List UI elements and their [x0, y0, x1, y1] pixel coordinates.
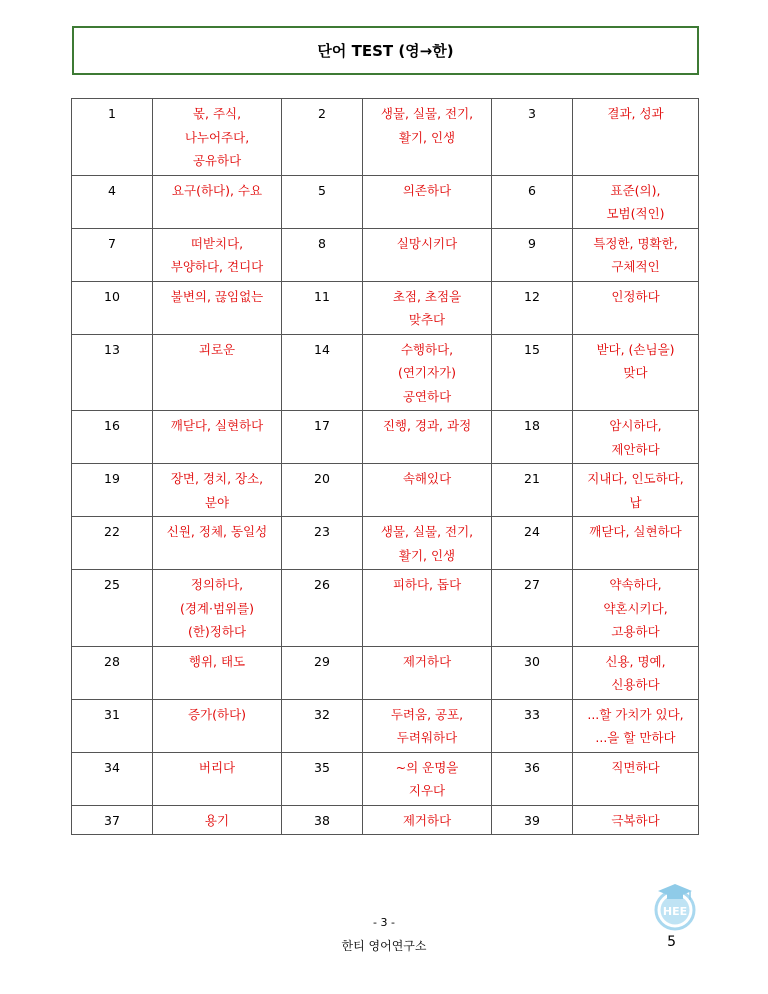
item-answer — [153, 464, 282, 517]
item-answer — [153, 805, 282, 835]
item-answer — [153, 228, 282, 281]
item-number: 25 — [72, 570, 153, 647]
answer-line: 신용하다 — [611, 677, 660, 692]
answer-line: 생물, 실물, 전기, — [380, 524, 474, 539]
answer-line: 버리다 — [198, 759, 236, 775]
item-number: 35 — [282, 752, 363, 805]
answer-line: 진행, 경과, 과정 — [382, 418, 472, 433]
item-answer — [153, 334, 282, 411]
item-number: 22 — [72, 517, 153, 570]
item-answer — [153, 752, 282, 805]
item-number: 13 — [72, 334, 153, 411]
item-number: 7 — [72, 228, 153, 281]
item-number: 28 — [72, 646, 153, 699]
item-number: 10 — [72, 281, 153, 334]
answer-line: 표준(의), — [610, 182, 661, 198]
item-answer — [363, 517, 492, 570]
vocab-table — [71, 98, 699, 835]
answer-line: 공유하다 — [192, 153, 242, 168]
answer-line: 초점, 초점을 — [392, 288, 462, 304]
answer-line: (경계·범위를) — [179, 600, 255, 616]
item-answer — [573, 646, 699, 699]
page-number: 5 — [667, 934, 676, 950]
item-number: 5 — [282, 175, 363, 228]
item-answer — [573, 570, 699, 647]
answer-line: 활기, 인생 — [398, 547, 456, 563]
item-number: 11 — [282, 281, 363, 334]
answer-line: 맞다 — [623, 365, 648, 380]
item-answer — [153, 570, 282, 647]
answer-line: 특정한, 명확한, — [593, 235, 678, 251]
item-number: 29 — [282, 646, 363, 699]
table-row — [72, 175, 699, 228]
item-number: 30 — [492, 646, 573, 699]
item-number: 37 — [72, 805, 153, 835]
answer-line: 장면, 경치, 장소, — [170, 471, 264, 486]
answer-line: 인정하다 — [611, 288, 660, 304]
item-answer — [573, 699, 699, 752]
item-number: 39 — [492, 805, 573, 835]
table-row — [72, 517, 699, 570]
table-row — [72, 646, 699, 699]
item-answer — [363, 281, 492, 334]
table-row — [72, 228, 699, 281]
table-row — [72, 805, 699, 835]
answer-line: 피하다, 돕다 — [392, 577, 462, 592]
item-answer — [363, 699, 492, 752]
item-number: 32 — [282, 699, 363, 752]
item-answer — [153, 517, 282, 570]
answer-line: 분야 — [204, 494, 230, 510]
item-answer — [573, 517, 699, 570]
item-answer — [363, 334, 492, 411]
table-row — [72, 99, 699, 176]
item-answer — [153, 99, 282, 176]
item-answer — [153, 175, 282, 228]
item-number: 27 — [492, 570, 573, 647]
item-answer — [573, 464, 699, 517]
item-number: 33 — [492, 699, 573, 752]
item-number: 1 — [72, 99, 153, 176]
item-number: 24 — [492, 517, 573, 570]
answer-line: 떠받치다, — [190, 235, 244, 251]
item-answer — [363, 805, 492, 835]
item-answer — [363, 99, 492, 176]
answer-line: 의존하다 — [402, 182, 452, 198]
answer-line: 직면하다 — [611, 759, 660, 775]
table-row — [72, 281, 699, 334]
item-answer — [363, 570, 492, 647]
item-answer — [573, 334, 699, 411]
answer-line: 실망시키다 — [396, 235, 458, 251]
answer-line: ...을 할 만하다 — [595, 730, 676, 745]
answer-line: 제거하다 — [402, 653, 452, 669]
item-answer — [153, 646, 282, 699]
item-answer — [573, 752, 699, 805]
answer-line: 극복하다 — [611, 812, 660, 828]
answer-line: 부양하다, 견디다 — [170, 259, 264, 274]
item-number: 12 — [492, 281, 573, 334]
answer-line: 두려움, 공포, — [390, 706, 464, 722]
answer-line: 정의하다, — [190, 577, 244, 592]
answer-line: (한)정하다 — [187, 624, 247, 639]
answer-line: 제안하다 — [611, 441, 660, 457]
item-answer — [363, 464, 492, 517]
answer-line: 신원, 정체, 동일성 — [166, 524, 268, 539]
answer-line: 암시하다, — [609, 418, 662, 433]
item-number: 31 — [72, 699, 153, 752]
item-number: 36 — [492, 752, 573, 805]
item-number: 6 — [492, 175, 573, 228]
item-answer — [573, 411, 699, 464]
item-number: 14 — [282, 334, 363, 411]
table-row — [72, 411, 699, 464]
item-number: 26 — [282, 570, 363, 647]
item-number: 19 — [72, 464, 153, 517]
answer-line: 구체적인 — [611, 259, 660, 274]
answer-line: 약혼시키다, — [603, 600, 668, 616]
answer-line: 증가(하다) — [187, 706, 247, 722]
item-number: 20 — [282, 464, 363, 517]
answer-line: 두려워하다 — [396, 730, 458, 745]
answer-line: 받다, (손님을) — [596, 341, 675, 357]
answer-line: 괴로운 — [198, 341, 236, 357]
item-answer — [153, 411, 282, 464]
item-answer — [153, 281, 282, 334]
item-number: 8 — [282, 228, 363, 281]
item-answer — [363, 175, 492, 228]
answer-line: 생물, 실물, 전기, — [380, 106, 474, 121]
answer-line: 깨닫다, 실현하다 — [170, 418, 264, 433]
table-row — [72, 334, 699, 411]
item-answer — [573, 99, 699, 176]
table-row — [72, 699, 699, 752]
logo-text: HEE — [662, 905, 688, 918]
answer-line: 용기 — [204, 812, 230, 828]
item-number: 18 — [492, 411, 573, 464]
answer-line: 몫, 주식, — [192, 106, 242, 121]
item-answer — [573, 281, 699, 334]
vocab-table-body — [72, 99, 699, 835]
item-number: 4 — [72, 175, 153, 228]
item-number: 2 — [282, 99, 363, 176]
answer-line: 행위, 태도 — [188, 653, 246, 669]
answer-line: 결과, 성과 — [607, 106, 664, 121]
item-answer — [573, 805, 699, 835]
answer-line: 지내다, 인도하다, — [587, 471, 684, 486]
answer-line: 나누어주다, — [184, 129, 250, 145]
item-answer — [573, 175, 699, 228]
item-number: 9 — [492, 228, 573, 281]
answer-line: 제거하다 — [402, 812, 452, 828]
item-number: 16 — [72, 411, 153, 464]
table-row — [72, 570, 699, 647]
item-answer — [363, 228, 492, 281]
test-title — [72, 26, 699, 75]
item-answer — [363, 411, 492, 464]
footer-organization: 한티 영어연구소 — [341, 939, 427, 953]
hee-logo-icon — [649, 880, 701, 932]
answer-line: 불변의, 끊임없는 — [170, 288, 264, 304]
footer-page-label: - 3 - — [373, 916, 395, 929]
answer-line: 고용하다 — [611, 624, 660, 639]
item-answer — [363, 646, 492, 699]
test-title-text: 단어 TEST (영→한) — [317, 42, 454, 60]
answer-line: (연기자가) — [397, 365, 457, 380]
item-answer — [573, 228, 699, 281]
item-number: 21 — [492, 464, 573, 517]
answer-line: 약속하다, — [609, 577, 662, 592]
answer-line: 납 — [629, 494, 642, 510]
answer-line: 지우다 — [408, 783, 446, 798]
item-number: 17 — [282, 411, 363, 464]
answer-line: 수행하다, — [400, 341, 454, 357]
table-row — [72, 752, 699, 805]
item-number: 34 — [72, 752, 153, 805]
answer-line: 맞추다 — [408, 312, 446, 327]
answer-line: 활기, 인생 — [398, 129, 456, 145]
answer-line: 모범(적인) — [606, 206, 665, 221]
answer-line: 요구(하다), 수요 — [171, 182, 263, 198]
answer-line: 공연하다 — [402, 388, 452, 404]
answer-line: 깨닫다, 실현하다 — [589, 524, 682, 539]
answer-line: ...할 가치가 있다, — [587, 706, 684, 722]
item-answer — [153, 699, 282, 752]
item-number: 3 — [492, 99, 573, 176]
item-number: 15 — [492, 334, 573, 411]
answer-line: 속해있다 — [402, 471, 452, 486]
table-row — [72, 464, 699, 517]
item-answer — [363, 752, 492, 805]
answer-line: ~의 운명을 — [395, 759, 459, 775]
answer-line: 신용, 명예, — [605, 653, 666, 669]
item-number: 38 — [282, 805, 363, 835]
item-number: 23 — [282, 517, 363, 570]
